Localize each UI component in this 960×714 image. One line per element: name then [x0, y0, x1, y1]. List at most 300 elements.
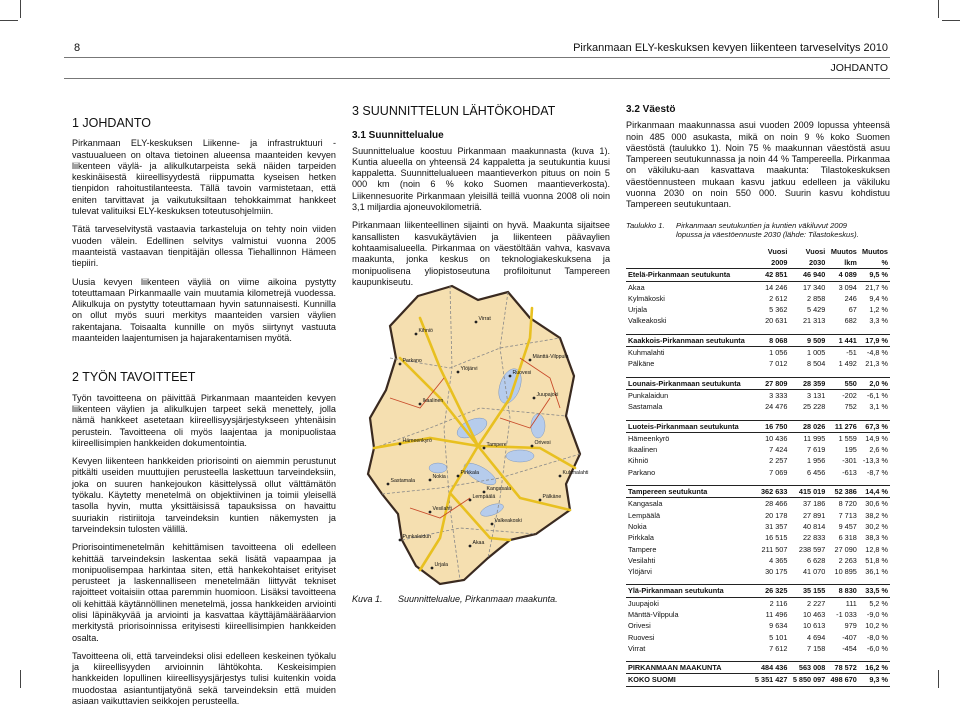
- table-row: [626, 377, 890, 389]
- figure-caption: Suunnittelualue, Pirkanmaan maakunta.: [398, 594, 558, 604]
- column-1: [72, 118, 336, 714]
- table-cell: Pälkäne: [628, 359, 655, 369]
- table-cell: 7 713: [838, 510, 857, 520]
- table-cell: [626, 478, 752, 486]
- table-cell: 52 386: [827, 486, 859, 498]
- table-cell: Akaa: [628, 282, 645, 292]
- table-cell: 4 089: [827, 269, 859, 281]
- table-header-cell: 2009: [771, 257, 788, 267]
- header-rule: [64, 78, 890, 79]
- town-label: Parkano: [402, 358, 422, 364]
- table-cell: 5 850 097: [789, 674, 827, 686]
- table-cell: 22 833: [802, 533, 826, 543]
- table-cell: Valkeakoski: [628, 316, 667, 326]
- table-cell: [752, 654, 790, 662]
- table-cell: 1 559: [838, 433, 857, 443]
- table-cell: [752, 577, 790, 585]
- table-cell: 3 131: [807, 390, 826, 400]
- table-row: [626, 269, 890, 281]
- table-cell: Hämeenkyrö: [628, 433, 670, 443]
- table-cell: [789, 327, 827, 335]
- table-cell: 38,3 %: [865, 533, 888, 543]
- town-dot: [533, 397, 536, 400]
- table-row: [626, 334, 890, 346]
- town-label: Valkeakoski: [494, 518, 522, 524]
- table-cell: 1 956: [807, 456, 826, 466]
- table-cell: 9,3 %: [859, 674, 890, 686]
- table-cell: 16 750: [752, 420, 790, 432]
- table-cell: 5 351 427: [752, 674, 790, 686]
- table-row: [626, 293, 890, 304]
- table-header-cell: Muutos: [830, 246, 857, 256]
- paragraph: Tavoitteena oli, että tarveindeksi olisi edelleen keskeinen työkalu ja kiireellisyyden arvioinnin lähtökohta. Keskeisimpien hankkeiden lopullinen kiireellisyysjärjestys tulisi kuitenkin voida muodostaa asiantuntijatyönä sekä tarveindeksin että muiden asiaan vaikuttavien seikkojen perusteella.: [72, 650, 336, 707]
- table-cell: [626, 413, 752, 421]
- town-label: Kihniö: [418, 328, 433, 334]
- town-dot: [469, 545, 472, 548]
- table-cell: 14,9 %: [865, 433, 888, 443]
- table-cell: [626, 577, 752, 585]
- paragraph: Kevyen liikenteen hankkeiden priorisointi on aiemmin perustunut pitkälti useiden muuttujien perusteella laskettuun tarveindeksiin, joka on suuren hankejoukon käsittelyssä ollut välttämätön työkalu. Käytetty menetelmä on objektiivinen ja toimii yleisellä tasolla hyvin, mutta yksittäisissä tapauksissa on havaittu suuriakin ristiriitoja tarveindeksin kuntien näkemysten ja tarveindeksin tulosten välillä.: [72, 456, 336, 534]
- table-cell: [859, 577, 890, 585]
- table-cell: 10 436: [765, 433, 788, 443]
- table-cell: Luoteis-Pirkanmaan seutukunta: [626, 420, 752, 432]
- table-row: [626, 347, 890, 359]
- table-cell: 238 597: [798, 544, 826, 554]
- town-dot: [483, 491, 486, 494]
- table-cell: 17,9 %: [859, 334, 890, 346]
- town-dot: [539, 499, 542, 502]
- header-rule: [64, 57, 890, 58]
- table-cell: 10 463: [802, 609, 826, 619]
- paragraph: Suunnittelualue koostuu Pirkanmaan maakunnasta (kuva 1). Kuntia alueella on yhteensä 24 kappaletta ja seutukuntia kuusi kappaletta. Suunnittelualueen maantieverkon pituus on noin 5 000 km (noin 6 % koko Suomen maantieverkosta). Liikennesuorite Pirkanmaan yleisillä teillä vuonna 2008 oli noin 3,1 miljardia ajoneuvokilometriä.: [352, 145, 610, 213]
- town-label: Pirkkala: [460, 470, 479, 476]
- lake: [429, 463, 447, 473]
- table-cell: 2,0 %: [859, 377, 890, 389]
- table-cell: 2 227: [807, 598, 826, 608]
- table-caption: Pirkanmaan seutukuntien ja kuntien väkiluvut 2009: [676, 220, 847, 230]
- column-3: [626, 104, 890, 687]
- table-cell: [827, 327, 859, 335]
- table-cell: -6,0 %: [866, 643, 888, 653]
- table-cell: [789, 654, 827, 662]
- table-cell: 362 633: [752, 486, 790, 498]
- table-cell: -8,7 %: [866, 467, 888, 477]
- table-cell: 2 257: [769, 456, 788, 466]
- crop-mark: [20, 670, 21, 688]
- town-dot: [431, 567, 434, 570]
- table-cell: 40 814: [802, 521, 826, 531]
- table-cell: 5,2 %: [869, 598, 888, 608]
- table-cell: 1 005: [807, 348, 826, 358]
- table-row: [626, 620, 890, 631]
- table-cell: 27 891: [802, 510, 826, 520]
- table-cell: [827, 577, 859, 585]
- table-row: [626, 654, 890, 662]
- table-cell: Orivesi: [628, 621, 651, 631]
- town-label: Sastamala: [390, 478, 416, 484]
- table-row: [626, 585, 890, 597]
- table-cell: 21,7 %: [865, 282, 888, 292]
- table-cell: 5 101: [769, 632, 788, 642]
- table-cell: 27 090: [834, 544, 857, 554]
- table-cell: 7 612: [769, 643, 788, 653]
- table-cell: Tampereen seutukunta: [626, 486, 752, 498]
- town-dot: [475, 321, 478, 324]
- table-row: [626, 632, 890, 643]
- town-dot: [429, 479, 432, 482]
- table-cell: 20 631: [765, 316, 788, 326]
- table-header-cell: [626, 246, 752, 257]
- table-cell: 67: [848, 305, 857, 315]
- table-cell: Punkalaidun: [628, 390, 669, 400]
- table-cell: Kaakkois-Pirkanmaan seutukunta: [626, 334, 752, 346]
- table-cell: Sastamala: [628, 402, 663, 412]
- table-cell: 1 441: [827, 334, 859, 346]
- table-cell: 31 357: [765, 521, 788, 531]
- table-row: [626, 577, 890, 585]
- table-cell: 195: [844, 445, 857, 455]
- table-cell: [752, 478, 790, 486]
- table-cell: Kihniö: [628, 456, 649, 466]
- table-cell: 3 333: [769, 390, 788, 400]
- table-cell: -13,3 %: [862, 456, 888, 466]
- table-row: [626, 281, 890, 293]
- table-cell: [827, 370, 859, 378]
- table-cell: 11 995: [803, 433, 826, 443]
- table-cell: 26 325: [752, 585, 790, 597]
- paragraph: Pirkanmaan liikenteellinen sijainti on hyvä. Maakunta sijaitsee kansallisten kasvukäytävien ja liikenteen päävaylien kohtaamisalueella. Pirkanmaa on väestöltään vahva, kasvava maakunta, jonka keskus on teknologiakeskuksena ja monipuolisena yliopistoseutuna profiloitunut Tampereen kaupunkiseutu.: [352, 220, 610, 287]
- table-cell: Nokia: [628, 521, 647, 531]
- table-row: [626, 609, 890, 620]
- table-header-row: [626, 257, 890, 269]
- table-cell: 28 359: [789, 377, 827, 389]
- table-cell: 2,6 %: [869, 445, 888, 455]
- town-dot: [457, 475, 460, 478]
- table-cell: [789, 478, 827, 486]
- table-cell: Ylä-Pirkanmaan seutukunta: [626, 585, 752, 597]
- table-header-cell: lkm: [844, 257, 857, 267]
- table-row: [626, 432, 890, 444]
- town-label: Vesilahti: [432, 506, 452, 512]
- table-cell: 35 155: [789, 585, 827, 597]
- table-cell: 3 094: [838, 282, 857, 292]
- heading-vaesto: 3.2 Väestö: [626, 104, 676, 115]
- town-dot: [509, 375, 512, 378]
- table-row: [626, 662, 890, 674]
- page-number: 8: [74, 42, 81, 54]
- table-row: [626, 304, 890, 315]
- paragraph: Pirkanmaan ELY-keskuksen Liikenne- ja infrastruktuuri -vastuualueen on oltava tietoinen alueensa maanteiden kevyen liikenteen väylä- ja alikulkutarpeista sekä näiden tarpeiden keskinäisestä kiireellisyydestä riippumatta kyseisen hetken tienpidon rahoitustilanteesta. Tällä tavoin varmistetaan, että eniten tarvittavat ja vaikutuksiltaan tehokkaimmat hankkeet tulevat valituiksi ELY-keskuksen toteutusohjelmiin.: [72, 138, 336, 217]
- table-cell: 25 228: [802, 402, 826, 412]
- table-cell: [859, 478, 890, 486]
- table-cell: 484 436: [752, 662, 790, 674]
- table-cell: 3,1 %: [869, 402, 888, 412]
- table-cell: -51: [846, 348, 857, 358]
- town-dot: [415, 333, 418, 336]
- table-cell: 7 424: [769, 445, 788, 455]
- lake: [531, 414, 545, 438]
- heading-johdanto: 1 JOHDANTO: [72, 116, 151, 130]
- table-cell: 2 263: [838, 555, 857, 565]
- town-dot: [399, 443, 402, 446]
- town-dot: [491, 523, 494, 526]
- table-cell: 8 720: [838, 499, 857, 509]
- town-label: Ruovesi: [512, 370, 532, 376]
- table-cell: [626, 370, 752, 378]
- table-cell: Ruovesi: [628, 632, 655, 642]
- table-cell: 38,2 %: [865, 510, 888, 520]
- heading-lahtokohdat: 3 SUUNNITTELUN LÄHTÖKOHDAT: [352, 104, 556, 118]
- town-label: Orivesi: [534, 440, 551, 446]
- paragraph: Uusia kevyen liikenteen väyliä on viime aikoina pystytty toteuttamaan Pirkanmaalle vain muutamia kilometrejä vuodessa. Alikulkuja on pystytty toteuttamaan hyvin satunnaisesti. Kunnilla on ollut myös suuri merkitys maanteiden varsien väylien rakentajana. Toisaalta kunnille on myös siirtynyt vastuuta maanteiden laajentumisen ja hajarakentamisen myötä.: [72, 276, 336, 344]
- table-row: [626, 510, 890, 521]
- table-cell: Virrat: [628, 643, 646, 653]
- table-cell: 78 572: [827, 662, 859, 674]
- table-cell: 5 362: [769, 305, 788, 315]
- table-cell: PIRKANMAAN MAAKUNTA: [626, 662, 752, 674]
- table-cell: 2 612: [769, 293, 788, 303]
- table-cell: [827, 478, 859, 486]
- table-cell: 9,4 %: [869, 293, 888, 303]
- table-cell: Ikaalinen: [628, 445, 658, 455]
- table-cell: 682: [844, 316, 857, 326]
- table-cell: 7 069: [769, 467, 788, 477]
- table-cell: -301: [842, 456, 857, 466]
- table-cell: [752, 413, 790, 421]
- table-cell: 5 429: [807, 305, 826, 315]
- table-cell: 1 492: [838, 359, 857, 369]
- table-cell: 8 504: [807, 359, 826, 369]
- table-cell: 2 116: [769, 598, 788, 608]
- running-title: Pirkanmaan ELY-keskuksen kevyen liikenteen tarveselvitys 2010: [573, 42, 888, 54]
- table-cell: 10 895: [834, 567, 857, 577]
- table-row: [626, 370, 890, 378]
- table-cell: 24 476: [765, 402, 788, 412]
- lake: [506, 450, 534, 462]
- table-cell: 6 456: [807, 467, 826, 477]
- table-cell: 3,3 %: [869, 316, 888, 326]
- table-header-cell: Vuosi: [767, 246, 788, 256]
- table-header-row: [626, 246, 890, 257]
- table-cell: 12,8 %: [865, 544, 888, 554]
- table-cell: [859, 654, 890, 662]
- table-cell: -202: [842, 390, 857, 400]
- table-header-cell: %: [881, 257, 888, 267]
- table-cell: 30 175: [765, 567, 788, 577]
- table-header-cell: Vuosi: [805, 246, 826, 256]
- table-cell: [789, 413, 827, 421]
- table-row: [626, 566, 890, 577]
- table-cell: 27 809: [752, 377, 790, 389]
- town-dot: [429, 511, 432, 514]
- table-cell: Tampere: [628, 544, 657, 554]
- table-cell: [827, 654, 859, 662]
- table-cell: 30,6 %: [865, 499, 888, 509]
- paragraph: Priorisointimenetelmän kehittämisen tavoitteena oli edelleen kehittää tarveindeksin laskentaa sekä lisätä vapaampaa ja monipuolisempaa harkintaa siten, että hankekohtaiset erityiset perusteet ja laskennalliseen menetelmään liittyvät tekniset rajoitteet voitaisiin ottaa paremmin huomioon. Lisäksi tavoitteena oli kehittää käytännöllinen menetelmä, jossa hankkeiden arviointi olisi läpinäkyvää ja arviointi ja kasvattaa käyttäjämäärääarvion merkitystä priorisoinnissa erityisesti kiireellisimpien hankkeiden osalta.: [72, 542, 336, 643]
- table-cell: Lempäälä: [628, 510, 661, 520]
- pirkanmaa-map: [360, 278, 590, 590]
- table-cell: 7 158: [807, 643, 826, 653]
- town-label: Mänttä-Vilppula: [532, 354, 569, 360]
- table-cell: [626, 654, 752, 662]
- table-cell: KOKO SUOMI: [626, 674, 752, 686]
- town-label: Lempäälä: [472, 494, 496, 500]
- crop-mark: [20, 0, 21, 18]
- paragraph: Työn tavoitteena on päivittää Pirkanmaan maanteiden kevyen liikenteen väylien ja alikulkujen tarpeet sekä menettely, jolla nämä hankkeet asetetaan kiireellisyysjärjestykseen yhtenäisin perustein. Tavoitteena oli myös laajentaa ja monipuolistaa kiireellisimpien hankkeiden dokumentointia.: [72, 392, 336, 448]
- town-dot: [399, 363, 402, 366]
- table-row: [626, 674, 890, 686]
- table-row: [626, 315, 890, 326]
- crop-mark: [938, 670, 939, 688]
- town-label: Tampere: [486, 442, 507, 448]
- table-row: [626, 478, 890, 486]
- table-cell: 14,4 %: [859, 486, 890, 498]
- table-row: [626, 389, 890, 401]
- table-cell: 16 515: [765, 533, 788, 543]
- table-cell: -454: [842, 643, 857, 653]
- town-dot: [531, 445, 534, 448]
- table-cell: Urjala: [628, 305, 648, 315]
- table-cell: 211 507: [761, 544, 788, 554]
- table-cell: -1 033: [836, 609, 857, 619]
- table-cell: 30,2 %: [865, 521, 888, 531]
- table-header-cell: 2030: [809, 257, 826, 267]
- table-row: [626, 358, 890, 369]
- table-row: [626, 486, 890, 498]
- column-2: [352, 104, 610, 295]
- table-cell: [752, 370, 790, 378]
- table-cell: 28 466: [765, 499, 788, 509]
- heading-tavoitteet: 2 TYÖN TAVOITTEET: [72, 370, 196, 385]
- table-cell: 1,2 %: [869, 305, 888, 315]
- crop-mark: [942, 20, 960, 21]
- table-cell: 11 496: [765, 609, 788, 619]
- table-cell: 21,3 %: [865, 359, 888, 369]
- table-row: [626, 521, 890, 532]
- table-row: [626, 643, 890, 654]
- crop-mark: [938, 0, 939, 18]
- town-label: Juupajoki: [536, 392, 559, 398]
- table-row: [626, 467, 890, 478]
- table-cell: 8 068: [752, 334, 790, 346]
- table-cell: [626, 327, 752, 335]
- table-cell: 4 365: [769, 555, 788, 565]
- table-cell: Parkano: [628, 467, 656, 477]
- table-cell: 9 457: [838, 521, 857, 531]
- table-cell: [752, 327, 790, 335]
- table-cell: [859, 413, 890, 421]
- section-tag: JOHDANTO: [830, 62, 888, 74]
- paragraph: Tätä tarveselvitystä vastaavia tarkasteluja on tehty noin viiden vuoden välein. Edellinen selvitys valmistui vuonna 2005 maanteistä vastaavan tienpitäjän ollessa Tiehallinnon Hämeen tiepiiri.: [72, 224, 336, 269]
- table-cell: -9,0 %: [866, 609, 888, 619]
- table-row: [626, 420, 890, 432]
- town-dot: [529, 359, 532, 362]
- table-cell: 4 694: [807, 632, 826, 642]
- table-cell: 10,2 %: [865, 621, 888, 631]
- table-cell: 111: [845, 598, 857, 608]
- town-label: Nokia: [432, 474, 446, 480]
- table-row: [626, 327, 890, 335]
- table-cell: 6 628: [807, 555, 826, 565]
- town-label: Urjala: [434, 562, 449, 568]
- table-cell: 20 178: [765, 510, 788, 520]
- town-label: Kuhmalahti: [562, 470, 589, 476]
- table-row: [626, 597, 890, 609]
- table-cell: 42 851: [752, 269, 790, 281]
- table-cell: 7 619: [807, 445, 826, 455]
- table-cell: 246: [844, 293, 857, 303]
- table-cell: Vesilahti: [628, 555, 656, 565]
- table-cell: 2 858: [807, 293, 826, 303]
- town-dot: [469, 499, 472, 502]
- town-label: Pälkäne: [542, 494, 562, 500]
- town-dot: [559, 475, 562, 478]
- table-cell: Lounais-Pirkanmaan seutukunta: [626, 377, 752, 389]
- table-cell: 415 019: [789, 486, 827, 498]
- figure-label: Kuva 1.: [352, 594, 383, 604]
- table-cell: 10 613: [802, 621, 826, 631]
- table-cell: [859, 370, 890, 378]
- table-cell: [789, 577, 827, 585]
- town-dot: [457, 371, 460, 374]
- town-label: Akaa: [472, 540, 485, 546]
- table-row: [626, 498, 890, 510]
- population-table: [626, 246, 890, 687]
- town-label: Ylöjärvi: [460, 366, 478, 372]
- table-cell: 752: [844, 402, 857, 412]
- table-cell: 563 008: [789, 662, 827, 674]
- table-cell: 67,3 %: [859, 420, 890, 432]
- table-label: Taulukko 1.: [626, 220, 665, 230]
- table-cell: Etelä-Pirkanmaan seutukunta: [626, 269, 752, 281]
- table-cell: 41 070: [802, 567, 826, 577]
- table-cell: Pirkkala: [628, 533, 654, 543]
- table-cell: Kylmäkoski: [628, 293, 665, 303]
- table-cell: -613: [842, 467, 857, 477]
- table-cell: 51,8 %: [865, 555, 888, 565]
- table-row: [626, 401, 890, 412]
- table-cell: Mänttä-Vilppula: [628, 609, 679, 619]
- paragraph: Pirkanmaan maakunnassa asui vuoden 2009 lopussa yhteensä noin 485 000 asukasta, mikä on noin 9 % koko Suomen väestöstä (taulukko 1). Noin 75 % maakunnan väestöstä asuu Tampereen seutukunnassa ja noin 44 % Tampereella. Pirkanmaa on väkiluku-aan kasvattava maakunta: Tilastokeskuksen väestöennusteen mukaan kasvu jatkuu edelleen ja väkiluku vuonna 2030 on noin 550 000. Suurin kasvu kohdistuu Tampereen seutukuntaan.: [626, 120, 890, 210]
- table-cell: -8,0 %: [866, 632, 888, 642]
- town-label: Virrat: [478, 316, 491, 322]
- table-cell: 17 340: [802, 282, 826, 292]
- town-dot: [387, 483, 390, 486]
- town-label: Hämeenkyrö: [402, 438, 432, 444]
- table-cell: 46 940: [789, 269, 827, 281]
- table-cell: 21 313: [802, 316, 826, 326]
- town-label: Ikaalinen: [422, 398, 444, 404]
- heading-suunnittelualue: 3.1 Suunnittelualue: [352, 130, 444, 142]
- table-cell: [859, 327, 890, 335]
- town-label: Punkalaidun: [402, 534, 432, 540]
- table-cell: [827, 413, 859, 421]
- table-cell: 36,1 %: [865, 567, 888, 577]
- table-cell: 8 830: [827, 585, 859, 597]
- table-cell: 979: [844, 621, 857, 631]
- table-header-cell: Muutos: [862, 246, 888, 256]
- table-cell: 9 509: [789, 334, 827, 346]
- table-cell: 498 670: [827, 674, 859, 686]
- table-cell: Kangasala: [628, 499, 663, 509]
- table-header-cell: [626, 257, 752, 269]
- town-dot: [483, 447, 486, 450]
- table-cell: 11 276: [827, 420, 859, 432]
- table-cell: 33,5 %: [859, 585, 890, 597]
- table-row: [626, 532, 890, 543]
- table-cell: -6,1 %: [866, 390, 888, 400]
- table-row: [626, 413, 890, 421]
